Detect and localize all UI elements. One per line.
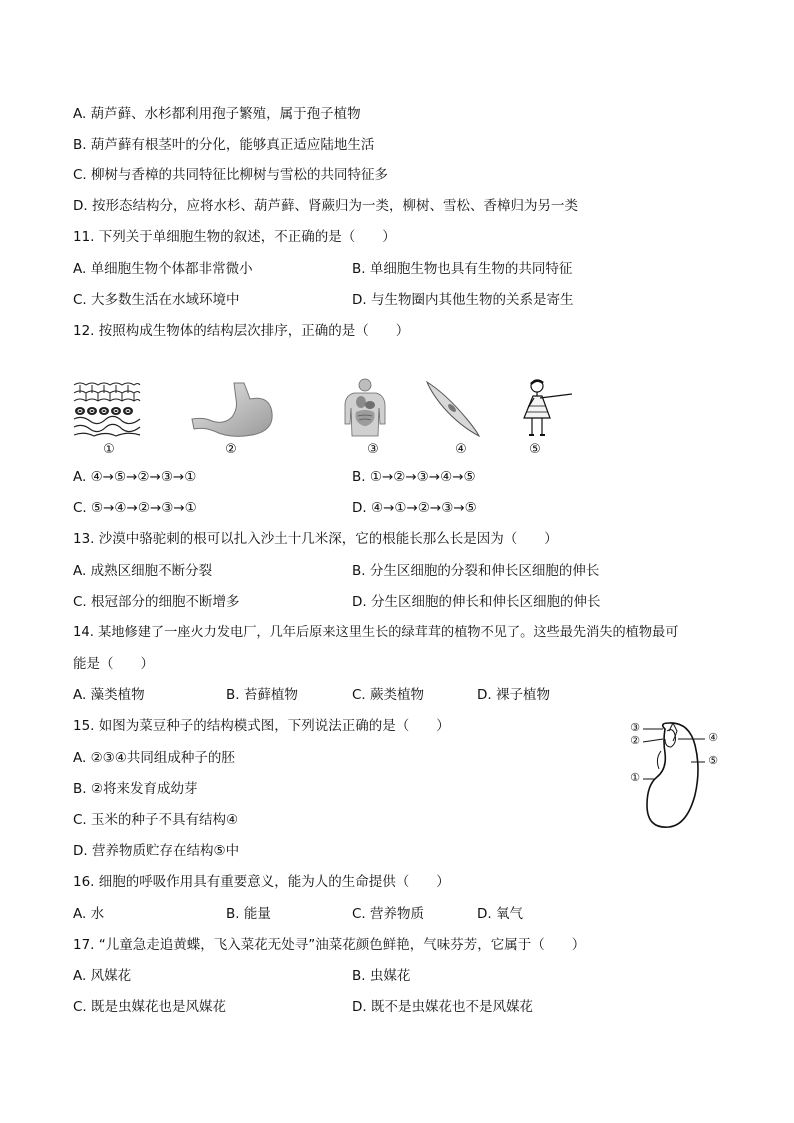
q11-stem: 11. 下列关于单细胞生物的叙述，不正确的是（ ） xyxy=(73,229,396,245)
q12-label-1: ① xyxy=(103,442,115,457)
q15-option-d: D. 营养物质贮存在结构⑤中 xyxy=(73,843,240,859)
q15-option-a: A. ②③④共同组成种子的胚 xyxy=(73,750,235,766)
q12-option-d: D. ④→①→②→③→⑤ xyxy=(352,500,477,516)
q14-option-d: D. 裸子植物 xyxy=(477,687,550,703)
stomach-image xyxy=(190,381,275,439)
q17-option-a: A. 风媒花 xyxy=(73,968,132,984)
q12-label-5: ⑤ xyxy=(529,442,541,457)
q12-label-4: ④ xyxy=(455,442,467,457)
q16-option-a: A. 水 xyxy=(73,906,105,922)
q17-option-b: B. 虫媒花 xyxy=(352,968,411,984)
q12-option-a: A. ④→⑤→②→③→① xyxy=(73,469,197,485)
q15-stem: 15. 如图为菜豆种子的结构模式图，下列说法正确的是（ ） xyxy=(73,718,450,734)
q13-option-a: A. 成熟区细胞不断分裂 xyxy=(73,563,213,579)
muscle-cell-image xyxy=(424,380,482,438)
q16-option-c: C. 营养物质 xyxy=(352,906,425,922)
q12-label-2: ② xyxy=(225,442,237,457)
q13-stem: 13. 沙漠中骆驼刺的根可以扎入沙土十几米深，它的根能长那么长是因为（ ） xyxy=(73,531,558,547)
q13-option-d: D. 分生区细胞的伸长和伸长区细胞的伸长 xyxy=(352,594,601,610)
q17-option-c: C. 既是虫媒花也是风媒花 xyxy=(73,999,227,1015)
q15-option-c: C. 玉米的种子不具有结构④ xyxy=(73,812,239,828)
q16-option-b: B. 能量 xyxy=(226,906,271,922)
seed-label-2: ② xyxy=(630,734,640,747)
q11-option-a: A. 单细胞生物个体都非常微小 xyxy=(73,261,253,277)
prev-option-c: C. 柳树与香樟的共同特征比柳树与雪松的共同特征多 xyxy=(73,167,389,183)
q16-option-d: D. 氧气 xyxy=(477,906,523,922)
q14-stem-line2: 能是（ ） xyxy=(73,656,154,672)
human-body-image xyxy=(342,378,388,438)
q11-option-d: D. 与生物圈内其他生物的关系是寄生 xyxy=(352,292,574,308)
seed-label-3: ③ xyxy=(630,721,640,734)
seed-label-1: ① xyxy=(630,771,640,784)
prev-option-a: A. 葫芦藓、水杉都利用孢子繁殖，属于孢子植物 xyxy=(73,106,361,122)
seed-label-5: ⑤ xyxy=(708,754,718,767)
q14-option-b: B. 苔藓植物 xyxy=(226,687,298,703)
prev-option-b: B. 葫芦藓有根茎叶的分化，能够真正适应陆地生活 xyxy=(73,137,375,153)
q11-option-b: B. 单细胞生物也具有生物的共同特征 xyxy=(352,261,573,277)
q17-stem: 17. “儿童急走追黄蝶，飞入菜花无处寻”油菜花颜色鲜艳，气味芬芳，它属于（ ） xyxy=(73,937,586,953)
q14-option-c: C. 蕨类植物 xyxy=(352,687,425,703)
seed-label-4: ④ xyxy=(708,731,718,744)
prev-option-d: D. 按形态结构分，应将水杉、葫芦藓、肾蕨归为一类，柳树、雪松、香樟归为另一类 xyxy=(73,198,578,214)
girl-image xyxy=(520,378,574,438)
q12-label-3: ③ xyxy=(367,442,379,457)
q12-option-c: C. ⑤→④→②→③→① xyxy=(73,500,197,516)
q11-option-c: C. 大多数生活在水域环境中 xyxy=(73,292,240,308)
tissue-image xyxy=(72,381,142,437)
q12-option-b: B. ①→②→③→④→⑤ xyxy=(352,469,476,485)
q12-stem: 12. 按照构成生物体的结构层次排序，正确的是（ ） xyxy=(73,323,410,339)
q14-stem-line1: 14. 某地修建了一座火力发电厂，几年后原来这里生长的绿茸茸的植物不见了。这些最先消失的植物最可 xyxy=(73,625,679,640)
q13-option-c: C. 根冠部分的细胞不断增多 xyxy=(73,594,240,610)
q13-option-b: B. 分生区细胞的分裂和伸长区细胞的伸长 xyxy=(352,563,600,579)
q14-option-a: A. 藻类植物 xyxy=(73,687,145,703)
q16-stem: 16. 细胞的呼吸作用具有重要意义，能为人的生命提供（ ） xyxy=(73,874,450,890)
q15-option-b: B. ②将来发育成幼芽 xyxy=(73,781,198,797)
q17-option-d: D. 既不是虫媒花也不是风媒花 xyxy=(352,999,533,1015)
